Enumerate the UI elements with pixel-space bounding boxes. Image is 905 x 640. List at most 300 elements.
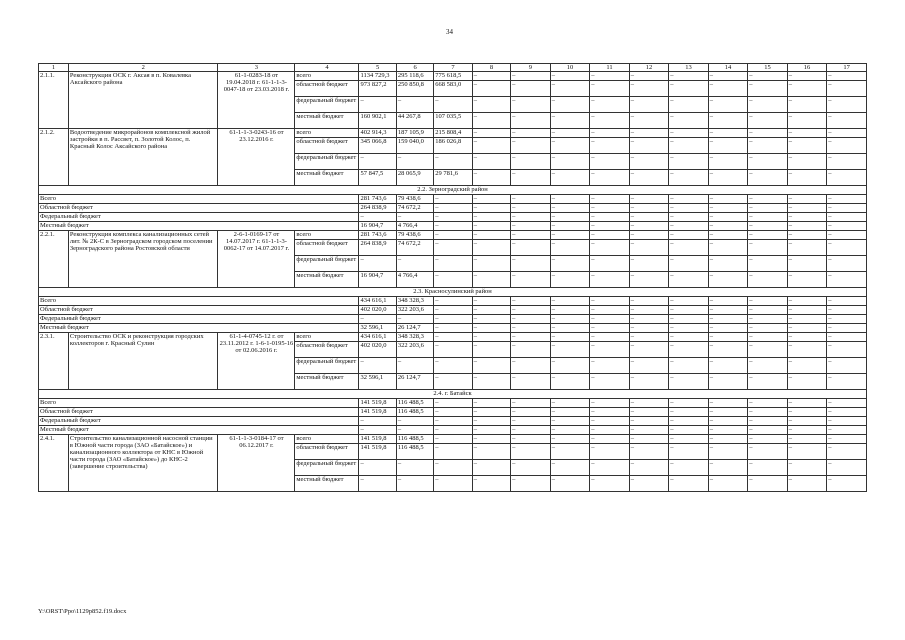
value-cell: 79 438,6 bbox=[396, 195, 433, 204]
value-cell: – bbox=[550, 460, 590, 476]
value-cell: – bbox=[748, 374, 788, 390]
value-cell: – bbox=[708, 315, 748, 324]
value-cell: – bbox=[472, 435, 510, 444]
budget-label: областной бюджет bbox=[295, 342, 359, 358]
value-cell: – bbox=[550, 195, 590, 204]
value-cell: – bbox=[827, 444, 867, 460]
value-cell: – bbox=[629, 358, 669, 374]
value-cell: – bbox=[827, 315, 867, 324]
value-cell: – bbox=[550, 170, 590, 186]
value-cell: – bbox=[827, 97, 867, 113]
value-cell: 57 847,5 bbox=[359, 170, 396, 186]
value-cell: – bbox=[472, 358, 510, 374]
column-number: 14 bbox=[708, 64, 748, 72]
value-cell: – bbox=[472, 324, 510, 333]
value-cell: – bbox=[827, 435, 867, 444]
value-cell: – bbox=[748, 231, 788, 240]
value-cell: 116 488,5 bbox=[396, 435, 433, 444]
value-cell: – bbox=[669, 315, 709, 324]
value-cell: – bbox=[472, 222, 510, 231]
value-cell: – bbox=[629, 222, 669, 231]
value-cell: – bbox=[748, 460, 788, 476]
value-cell: – bbox=[669, 417, 709, 426]
value-cell: – bbox=[511, 324, 551, 333]
value-cell: – bbox=[550, 256, 590, 272]
value-cell: – bbox=[708, 297, 748, 306]
value-cell: – bbox=[827, 374, 867, 390]
project-row bbox=[39, 435, 867, 444]
value-cell: – bbox=[396, 154, 433, 170]
value-cell: – bbox=[359, 426, 396, 435]
value-cell: 322 203,6 bbox=[396, 306, 433, 315]
value-cell: – bbox=[396, 358, 433, 374]
value-cell: – bbox=[708, 222, 748, 231]
value-cell: – bbox=[396, 256, 433, 272]
value-cell: – bbox=[669, 374, 709, 390]
value-cell: – bbox=[472, 399, 510, 408]
value-cell: – bbox=[550, 297, 590, 306]
value-cell: – bbox=[359, 315, 396, 324]
value-cell: – bbox=[511, 256, 551, 272]
value-cell: – bbox=[629, 129, 669, 138]
value-cell: – bbox=[590, 113, 630, 129]
section-row bbox=[39, 186, 867, 195]
column-number: 3 bbox=[218, 64, 295, 72]
value-cell: – bbox=[669, 154, 709, 170]
value-cell: – bbox=[472, 240, 510, 256]
value-cell: – bbox=[590, 97, 630, 113]
budget-label: местный бюджет bbox=[295, 272, 359, 288]
value-cell: 29 781,6 bbox=[434, 170, 472, 186]
value-cell: – bbox=[511, 333, 551, 342]
value-cell: – bbox=[472, 374, 510, 390]
value-cell: – bbox=[827, 297, 867, 306]
value-cell: 186 026,8 bbox=[434, 138, 472, 154]
value-cell: – bbox=[708, 444, 748, 460]
value-cell: 141 519,8 bbox=[359, 435, 396, 444]
value-cell: – bbox=[669, 129, 709, 138]
value-cell: – bbox=[787, 272, 827, 288]
value-cell: 160 902,1 bbox=[359, 113, 396, 129]
value-cell: – bbox=[434, 306, 472, 315]
summary-row bbox=[39, 213, 867, 222]
value-cell: – bbox=[590, 333, 630, 342]
value-cell: – bbox=[629, 204, 669, 213]
value-cell: – bbox=[787, 113, 827, 129]
value-cell: – bbox=[550, 426, 590, 435]
column-number: 2 bbox=[68, 64, 218, 72]
value-cell: – bbox=[396, 460, 433, 476]
value-cell: – bbox=[511, 170, 551, 186]
value-cell: – bbox=[708, 476, 748, 492]
value-cell: – bbox=[472, 272, 510, 288]
value-cell: – bbox=[550, 444, 590, 460]
section-row bbox=[39, 390, 867, 399]
value-cell: – bbox=[550, 204, 590, 213]
value-cell: – bbox=[787, 129, 827, 138]
section-title: 2.3. Красносулинский район bbox=[39, 288, 867, 297]
value-cell: – bbox=[708, 272, 748, 288]
value-cell: – bbox=[669, 435, 709, 444]
summary-label: Федеральный бюджет bbox=[39, 315, 359, 324]
value-cell: 16 904,7 bbox=[359, 272, 396, 288]
value-cell: 74 672,2 bbox=[396, 204, 433, 213]
value-cell: – bbox=[787, 460, 827, 476]
value-cell: – bbox=[472, 129, 510, 138]
summary-label: Всего bbox=[39, 195, 359, 204]
value-cell: – bbox=[669, 204, 709, 213]
summary-row bbox=[39, 315, 867, 324]
value-cell: 402 020,0 bbox=[359, 342, 396, 358]
value-cell: – bbox=[708, 97, 748, 113]
value-cell: 434 616,1 bbox=[359, 333, 396, 342]
value-cell: – bbox=[434, 358, 472, 374]
value-cell: 116 488,5 bbox=[396, 399, 433, 408]
budget-label: областной бюджет bbox=[295, 444, 359, 460]
value-cell: – bbox=[827, 399, 867, 408]
value-cell: – bbox=[748, 272, 788, 288]
value-cell: 26 124,7 bbox=[396, 324, 433, 333]
budget-table bbox=[38, 63, 867, 492]
value-cell: – bbox=[748, 333, 788, 342]
value-cell: – bbox=[827, 460, 867, 476]
value-cell: – bbox=[787, 444, 827, 460]
value-cell: – bbox=[708, 204, 748, 213]
value-cell: – bbox=[669, 324, 709, 333]
value-cell: 348 328,3 bbox=[396, 333, 433, 342]
value-cell: – bbox=[669, 81, 709, 97]
value-cell: – bbox=[787, 435, 827, 444]
value-cell: – bbox=[629, 81, 669, 97]
value-cell: – bbox=[550, 213, 590, 222]
summary-row bbox=[39, 297, 867, 306]
value-cell: – bbox=[629, 426, 669, 435]
footer-file-path: Y:\ORST\Ppo\1129p852.f19.docx bbox=[38, 608, 127, 615]
value-cell: – bbox=[434, 297, 472, 306]
value-cell: 1134 729,3 bbox=[359, 72, 396, 81]
value-cell: – bbox=[748, 297, 788, 306]
value-cell: – bbox=[590, 408, 630, 417]
value-cell: – bbox=[434, 240, 472, 256]
value-cell: – bbox=[434, 417, 472, 426]
value-cell: – bbox=[511, 72, 551, 81]
value-cell: – bbox=[550, 315, 590, 324]
project-name: Строительство канализационной насосной станции в Южной части города (ЗАО «Батайское») и канализационного коллектора от КНС в Южной части города (ЗАО «Батайское») до КНС-2 (завершение строительства) bbox=[68, 435, 218, 492]
value-cell: – bbox=[472, 476, 510, 492]
value-cell: – bbox=[511, 399, 551, 408]
value-cell: – bbox=[827, 213, 867, 222]
value-cell: – bbox=[434, 426, 472, 435]
value-cell: – bbox=[359, 256, 396, 272]
value-cell: – bbox=[787, 256, 827, 272]
value-cell: – bbox=[434, 154, 472, 170]
value-cell: 141 519,8 bbox=[359, 444, 396, 460]
value-cell: 4 766,4 bbox=[396, 272, 433, 288]
value-cell: – bbox=[669, 256, 709, 272]
value-cell: – bbox=[359, 460, 396, 476]
value-cell: – bbox=[550, 129, 590, 138]
value-cell: – bbox=[787, 240, 827, 256]
value-cell: – bbox=[827, 195, 867, 204]
value-cell: – bbox=[434, 272, 472, 288]
value-cell: – bbox=[708, 231, 748, 240]
value-cell: 264 838,9 bbox=[359, 240, 396, 256]
value-cell: 79 438,6 bbox=[396, 231, 433, 240]
value-cell: – bbox=[590, 170, 630, 186]
value-cell: – bbox=[748, 256, 788, 272]
budget-label: федеральный бюджет bbox=[295, 154, 359, 170]
value-cell: – bbox=[511, 138, 551, 154]
value-cell: – bbox=[827, 72, 867, 81]
value-cell: 141 519,8 bbox=[359, 408, 396, 417]
value-cell: – bbox=[472, 460, 510, 476]
value-cell: – bbox=[550, 81, 590, 97]
value-cell: 74 672,2 bbox=[396, 240, 433, 256]
section-row bbox=[39, 288, 867, 297]
value-cell: – bbox=[434, 476, 472, 492]
value-cell: – bbox=[434, 333, 472, 342]
value-cell: – bbox=[550, 154, 590, 170]
value-cell: – bbox=[396, 213, 433, 222]
value-cell: – bbox=[550, 240, 590, 256]
value-cell: – bbox=[748, 170, 788, 186]
value-cell: – bbox=[590, 129, 630, 138]
value-cell: – bbox=[434, 97, 472, 113]
value-cell: – bbox=[787, 417, 827, 426]
value-cell: – bbox=[590, 272, 630, 288]
value-cell: – bbox=[827, 476, 867, 492]
value-cell: – bbox=[748, 113, 788, 129]
project-name: Водоотведение микрорайонов комплексной жилой застройки в п. Рассвет, п. Золотой Колос, п. Красный Колос Аксайского района bbox=[68, 129, 218, 186]
value-cell: – bbox=[511, 358, 551, 374]
column-number: 4 bbox=[295, 64, 359, 72]
value-cell: – bbox=[629, 72, 669, 81]
value-cell: 28 065,9 bbox=[396, 170, 433, 186]
value-cell: – bbox=[396, 426, 433, 435]
value-cell: – bbox=[748, 324, 788, 333]
value-cell: – bbox=[511, 272, 551, 288]
value-cell: – bbox=[590, 315, 630, 324]
value-cell: – bbox=[434, 374, 472, 390]
value-cell: – bbox=[550, 72, 590, 81]
value-cell: – bbox=[629, 306, 669, 315]
budget-label: областной бюджет bbox=[295, 138, 359, 154]
value-cell: – bbox=[472, 195, 510, 204]
value-cell: – bbox=[748, 138, 788, 154]
value-cell: – bbox=[629, 435, 669, 444]
value-cell: – bbox=[708, 399, 748, 408]
value-cell: – bbox=[472, 138, 510, 154]
value-cell: 32 596,1 bbox=[359, 324, 396, 333]
budget-label: федеральный бюджет bbox=[295, 256, 359, 272]
value-cell: – bbox=[629, 297, 669, 306]
project-number: 2.2.1. bbox=[39, 231, 69, 288]
value-cell: – bbox=[396, 315, 433, 324]
value-cell: – bbox=[787, 399, 827, 408]
value-cell: – bbox=[629, 113, 669, 129]
value-cell: – bbox=[708, 374, 748, 390]
value-cell: – bbox=[787, 297, 827, 306]
value-cell: – bbox=[434, 195, 472, 204]
value-cell: – bbox=[396, 97, 433, 113]
value-cell: – bbox=[629, 444, 669, 460]
budget-label: всего bbox=[295, 72, 359, 81]
summary-row bbox=[39, 204, 867, 213]
value-cell: 26 124,7 bbox=[396, 374, 433, 390]
value-cell: – bbox=[472, 408, 510, 417]
summary-label: Всего bbox=[39, 399, 359, 408]
value-cell: – bbox=[511, 374, 551, 390]
value-cell: – bbox=[590, 399, 630, 408]
value-cell: – bbox=[434, 408, 472, 417]
value-cell: – bbox=[669, 306, 709, 315]
budget-label: местный бюджет bbox=[295, 170, 359, 186]
value-cell: – bbox=[787, 138, 827, 154]
value-cell: – bbox=[359, 476, 396, 492]
value-cell: – bbox=[359, 97, 396, 113]
value-cell: – bbox=[669, 342, 709, 358]
value-cell: – bbox=[629, 342, 669, 358]
value-cell: – bbox=[472, 444, 510, 460]
value-cell: – bbox=[669, 195, 709, 204]
value-cell: – bbox=[827, 408, 867, 417]
summary-label: Всего bbox=[39, 297, 359, 306]
value-cell: – bbox=[590, 435, 630, 444]
value-cell: – bbox=[511, 129, 551, 138]
value-cell: 295 118,6 bbox=[396, 72, 433, 81]
value-cell: 402 914,3 bbox=[359, 129, 396, 138]
project-document: 61-1-1-3-0243-16 от 23.12.2016 г. bbox=[218, 129, 295, 186]
value-cell: – bbox=[669, 222, 709, 231]
summary-label: Местный бюджет bbox=[39, 222, 359, 231]
value-cell: – bbox=[787, 222, 827, 231]
value-cell: – bbox=[787, 426, 827, 435]
value-cell: – bbox=[787, 342, 827, 358]
value-cell: – bbox=[787, 408, 827, 417]
value-cell: – bbox=[708, 154, 748, 170]
value-cell: – bbox=[629, 333, 669, 342]
value-cell: – bbox=[472, 231, 510, 240]
value-cell: – bbox=[434, 460, 472, 476]
value-cell: – bbox=[629, 374, 669, 390]
value-cell: – bbox=[590, 240, 630, 256]
value-cell: – bbox=[550, 374, 590, 390]
value-cell: – bbox=[748, 97, 788, 113]
project-name: Реконструкция комплекса канализационных сетей лит. № 2К-С в Зерноградском городском поселении Зерноградского района Ростовской области bbox=[68, 231, 218, 288]
value-cell: – bbox=[669, 460, 709, 476]
value-cell: – bbox=[434, 256, 472, 272]
value-cell: – bbox=[748, 204, 788, 213]
section-title: 2.2. Зерноградский район bbox=[39, 186, 867, 195]
value-cell: 44 267,8 bbox=[396, 113, 433, 129]
value-cell: – bbox=[669, 138, 709, 154]
value-cell: – bbox=[550, 476, 590, 492]
value-cell: – bbox=[669, 444, 709, 460]
value-cell: – bbox=[708, 333, 748, 342]
budget-label: местный бюджет bbox=[295, 476, 359, 492]
budget-label: местный бюджет bbox=[295, 113, 359, 129]
summary-row bbox=[39, 399, 867, 408]
value-cell: 264 838,9 bbox=[359, 204, 396, 213]
value-cell: – bbox=[629, 417, 669, 426]
value-cell: – bbox=[748, 476, 788, 492]
value-cell: – bbox=[590, 476, 630, 492]
value-cell: – bbox=[590, 358, 630, 374]
value-cell: 345 066,8 bbox=[359, 138, 396, 154]
value-cell: – bbox=[511, 435, 551, 444]
value-cell: – bbox=[511, 231, 551, 240]
column-number: 8 bbox=[472, 64, 510, 72]
value-cell: – bbox=[434, 324, 472, 333]
value-cell: – bbox=[787, 333, 827, 342]
value-cell: – bbox=[511, 297, 551, 306]
project-number: 2.1.2. bbox=[39, 129, 69, 186]
value-cell: – bbox=[748, 358, 788, 374]
value-cell: – bbox=[669, 358, 709, 374]
value-cell: – bbox=[748, 426, 788, 435]
value-cell: – bbox=[550, 408, 590, 417]
summary-row bbox=[39, 417, 867, 426]
value-cell: – bbox=[434, 444, 472, 460]
value-cell: – bbox=[669, 272, 709, 288]
value-cell: – bbox=[629, 240, 669, 256]
value-cell: 32 596,1 bbox=[359, 374, 396, 390]
value-cell: – bbox=[827, 81, 867, 97]
value-cell: 215 808,4 bbox=[434, 129, 472, 138]
value-cell: – bbox=[472, 297, 510, 306]
value-cell: – bbox=[827, 333, 867, 342]
value-cell: – bbox=[629, 476, 669, 492]
value-cell: – bbox=[511, 81, 551, 97]
column-number: 15 bbox=[748, 64, 788, 72]
budget-label: областной бюджет bbox=[295, 81, 359, 97]
column-number: 7 bbox=[434, 64, 472, 72]
value-cell: – bbox=[359, 417, 396, 426]
value-cell: – bbox=[748, 399, 788, 408]
value-cell: – bbox=[708, 408, 748, 417]
value-cell: – bbox=[787, 204, 827, 213]
value-cell: – bbox=[434, 222, 472, 231]
value-cell: – bbox=[708, 324, 748, 333]
value-cell: – bbox=[787, 170, 827, 186]
column-number: 9 bbox=[511, 64, 551, 72]
value-cell: – bbox=[629, 231, 669, 240]
value-cell: – bbox=[748, 342, 788, 358]
summary-label: Областной бюджет bbox=[39, 408, 359, 417]
value-cell: – bbox=[669, 213, 709, 222]
value-cell: – bbox=[669, 297, 709, 306]
value-cell: 116 488,5 bbox=[396, 408, 433, 417]
value-cell: – bbox=[708, 417, 748, 426]
value-cell: – bbox=[629, 272, 669, 288]
value-cell: – bbox=[669, 408, 709, 417]
project-document: 2-6-1-0169-17 от 14.07.2017 г. 61-1-1-3-0062-17 от 14.07.2017 г. bbox=[218, 231, 295, 288]
project-number: 2.4.1. bbox=[39, 435, 69, 492]
value-cell: – bbox=[708, 426, 748, 435]
project-document: 61-1-1-3-0184-17 от 06.12.2017 г. bbox=[218, 435, 295, 492]
value-cell: 281 743,6 bbox=[359, 231, 396, 240]
value-cell: – bbox=[472, 154, 510, 170]
value-cell: – bbox=[590, 256, 630, 272]
value-cell: – bbox=[748, 306, 788, 315]
value-cell: – bbox=[827, 138, 867, 154]
column-number: 16 bbox=[787, 64, 827, 72]
value-cell: – bbox=[827, 129, 867, 138]
value-cell: – bbox=[511, 408, 551, 417]
column-number: 1 bbox=[39, 64, 69, 72]
value-cell: – bbox=[550, 417, 590, 426]
value-cell: – bbox=[590, 213, 630, 222]
